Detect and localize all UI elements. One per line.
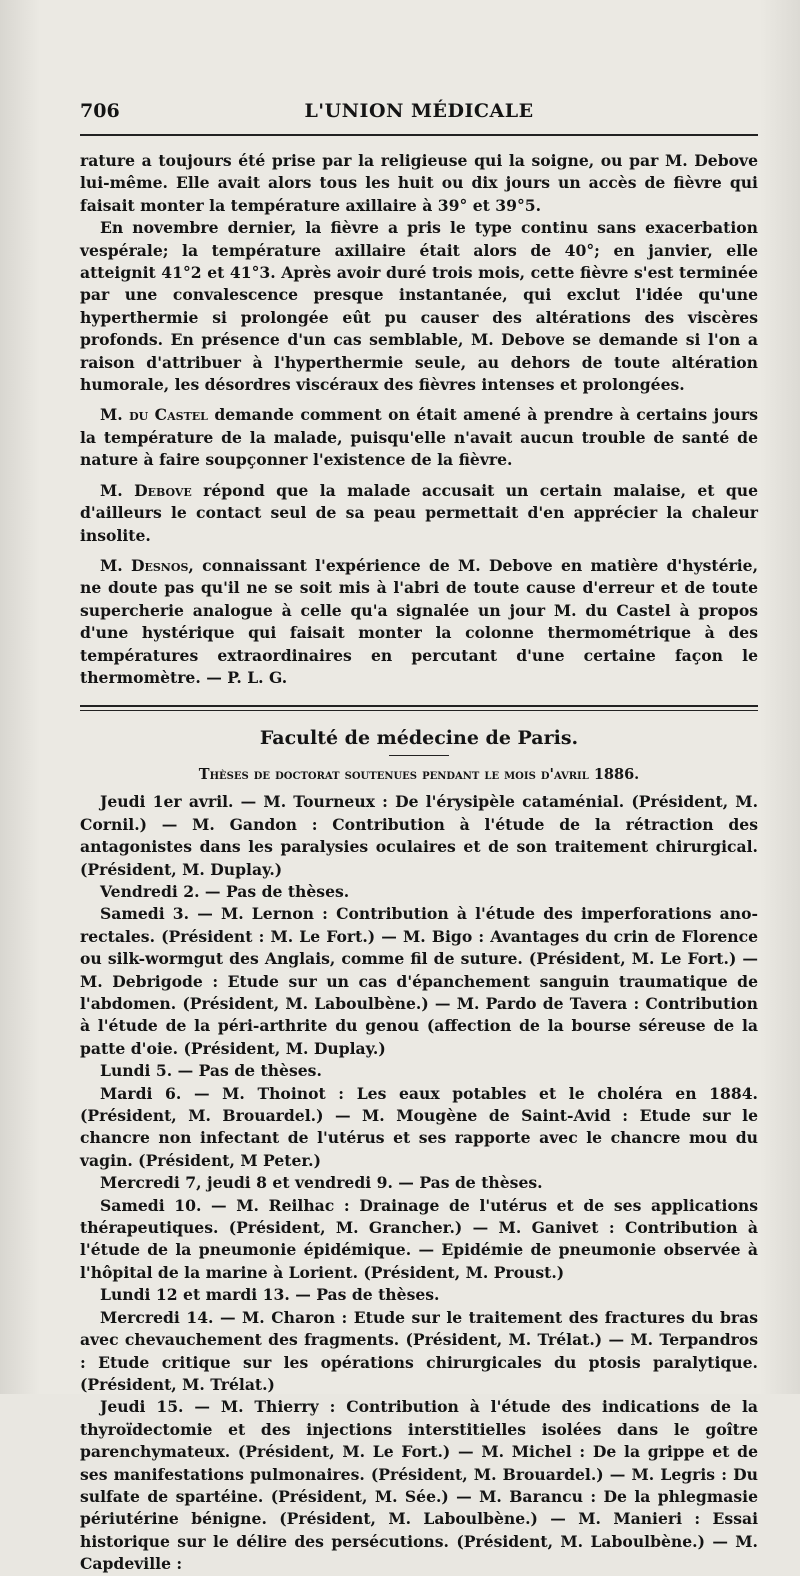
thesis-entry: Mercredi 14. — M. Charon : Etude sur le traitement des fractures du bras avec chevauchement des fragments. (Président, M. Trélat.) — M. Terpandros : Etude critique sur les opérations chirurgicales du ptosis paralytique. (Président, M. Trélat.)	[80, 1307, 758, 1394]
thesis-entry: Vendredi 2. — Pas de thèses.	[100, 881, 350, 901]
section-subtitle: Thèses de doctorat soutenues pendant le mois d'avril 1886.	[198, 766, 640, 784]
speaker-name: du Castel	[129, 405, 208, 425]
section-divider	[80, 705, 758, 711]
header-rule	[80, 134, 758, 136]
speaker-paragraph: M. du Castel demande comment on était amené à prendre à certains jours la température de la malade, puisqu'elle n'avait aucun trouble de santé de nature à faire soupçonner l'existence de la fièvre.	[80, 405, 758, 470]
section-title: Faculté de médecine de Paris.	[259, 727, 579, 750]
speaker-name: Debove	[134, 480, 192, 500]
theses-list	[80, 791, 758, 1575]
page-number: 706	[80, 100, 120, 122]
thesis-entry: Samedi 3. — M. Lernon : Contribution à l'étude des imperforations ano-rectales. (Président : M. Le Fort.) — M. Bigo : Avantages du crin de Florence ou silk-wormgut des Anglais, comme fil de suture. (Président, M. Le Fort.) — M. Debrigode : Etude sur un cas d'épanchement sanguin traumatique de l'abdomen. (Président, M. Laboulbène.) — M. Pardo de Tavera : Contribution à l'étude de la péri-arthrite du genou (affection de la bourse séreuse de la patte d'oie. (Président, M. Duplay.)	[80, 904, 758, 1058]
thesis-entry: Lundi 12 et mardi 13. — Pas de thèses.	[100, 1285, 440, 1305]
thesis-entry: Jeudi 15. — M. Thierry : Contribution à l'étude des indications de la thyroïdectomie et des injections interstitielles isolées dans le goître parenchymateux. (Président, M. Le Fort.) — M. Michel : De la grippe et de ses manifestations pulmonaires. (Président, M. Brouardel.) — M. Legris : Du sulfate de spartéine. (Président, M. Sée.) — M. Barancu : De la phlegmasie périutérine bénigne. (Président, M. Laboulbène.) — M. Manieri : Essai historique sur le délire des persécutions. (Président, M. Laboulbène.) — M. Capdeville :	[80, 1397, 758, 1574]
thesis-entry: Mercredi 7, jeudi 8 et vendredi 9. — Pas de thèses.	[100, 1173, 543, 1193]
speaker-name: Desnos	[130, 555, 189, 575]
article-body	[80, 150, 758, 689]
thesis-entry: Jeudi 1er avril. — M. Tourneux : De l'érysipèle cataménial. (Président, M. Cornil.) — M. Gandon : Contribution à l'étude de la rétraction des antagonistes dans les paralysies oculaires et de son traitement chirurgical. (Président, M. Duplay.)	[80, 792, 758, 879]
page-header	[80, 94, 758, 124]
thesis-entry: Samedi 10. — M. Reilhac : Drainage de l'utérus et de ses applications thérapeutiques. (Président, M. Grancher.) — M. Ganivet : Contribution à l'étude de la pneumonie épidémique. — Epidémie de pneumonie observée à l'hôpital de la marine à Lorient. (Président, M. Proust.)	[80, 1195, 758, 1282]
title-rule	[389, 755, 449, 756]
speaker-paragraph: M. Desnos, connaissant l'expérience de M. Debove en matière d'hystérie, ne doute pas qu'il ne se soit mis à l'abri de toute cause d'erreur et de toute supercherie analogue à celle qu'a signalée un jour M. du Castel à propos d'une hystérique qui faisait monter la colonne thermométrique à des températures extraordinaires en percutant d'une certaine façon le thermomètre. — P. L. G.	[80, 555, 758, 687]
thesis-entry: Lundi 5. — Pas de thèses.	[100, 1061, 322, 1081]
speaker-paragraph: M. Debove répond que la malade accusait un certain malaise, et que d'ailleurs le contact seul de sa peau permettait d'en apprécier la chaleur insolite.	[80, 480, 759, 545]
thesis-entry: Mardi 6. — M. Thoinot : Les eaux potables et le choléra en 1884. (Président, M. Brouardel.) — M. Mougène de Saint-Avid : Etude sur le chancre non infectant de l'utérus et ses rapporte avec le chancre mou du vagin. (Président, M Peter.)	[80, 1083, 758, 1170]
paragraph: rature a toujours été prise par la religieuse qui la soigne, ou par M. Debove lui-même. Elle avait alors tous les huit ou dix jours un accès de fièvre qui faisait monter la température axillaire à 39° et 39°5.	[80, 151, 758, 215]
running-title: L'UNION MÉDICALE	[304, 100, 534, 122]
paragraph: En novembre dernier, la fièvre a pris le type continu sans exacerbation vespérale; la température axillaire était alors de 40°; en janvier, elle atteignit 41°2 et 41°3. Après avoir duré trois mois, cette fièvre s'est terminée par une convalescence presque instantanée, qui exclut l'idée qu'une hyperthermie si prolongée eût pu causer des altérations des viscères profonds. En présence d'un cas semblable, M. Debove se demande si l'on a raison d'attribuer à l'hyperthermie seule, au dehors de toute altération humorale, les désordres viscéraux des fièvres intenses et prolongées.	[80, 218, 758, 395]
